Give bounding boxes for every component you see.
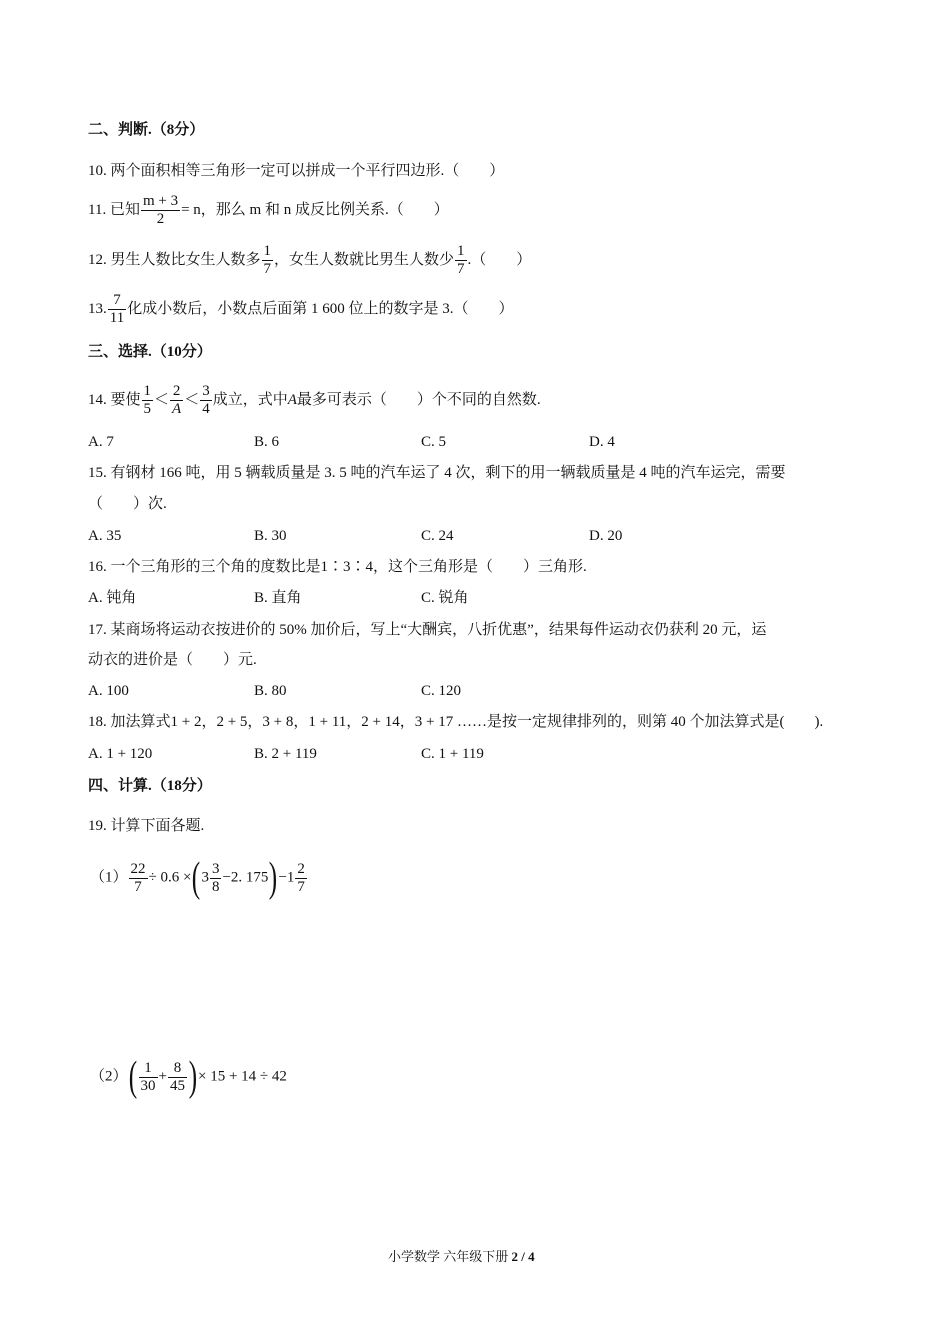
q14-f3d: 4 <box>202 401 210 417</box>
q11-prefix: 11. 已知 <box>88 201 140 218</box>
q15-option-b: B. 30 <box>254 528 287 544</box>
q13-den: 11 <box>109 310 125 326</box>
section-calc-title: 四、计算.（18分） <box>88 778 212 794</box>
q19-p2-f1n: 1 <box>139 1060 158 1078</box>
question-12 <box>88 243 531 278</box>
q19-p2-tail: × 15 + 14 ÷ 42 <box>197 1068 287 1085</box>
question-14 <box>88 383 541 418</box>
q19-p1-left-paren: ( <box>192 855 201 901</box>
q14-f1d: 5 <box>143 401 152 417</box>
q17-option-c: C. 120 <box>421 683 462 699</box>
section-judge-title: 二、判断.（8分） <box>88 122 205 138</box>
q14-suffix1: 成立，式中 <box>212 391 288 408</box>
question-15-line-1: 15. 有钢材 166 吨，用 5 辆载质量是 3. 5 吨的汽车运了 4 次，剩下的用一辆载质量是 4 吨的汽车运完，需要 <box>88 465 786 481</box>
q11-text: = n，那么 m 和 n 成反比例关系.（ ） <box>181 201 449 218</box>
q12-mid: ，女生人数就比男生人数少 <box>274 251 455 268</box>
q19-p1-minus: −2. 175 <box>222 869 269 886</box>
q19-p1-m1d: 8 <box>211 878 220 895</box>
q11-numerator: m + 3 <box>142 193 179 209</box>
question-15-line-2: （ ）次. <box>88 496 167 512</box>
q16-option-a: A. 钝角 <box>88 590 137 606</box>
q19-p2-f2n: 8 <box>168 1060 187 1078</box>
q15-option-a: A. 35 <box>88 528 122 544</box>
q19-p1-mixed-fraction <box>210 861 222 896</box>
question-11 <box>88 193 449 228</box>
q13-fraction <box>108 292 126 327</box>
q19-p1-op1: ÷ 0.6 × <box>148 869 192 886</box>
q14-option-a: A. 7 <box>88 434 114 450</box>
q12-prefix: 12. 男生人数比女生人数多 <box>88 251 261 268</box>
q19-p1-f1d: 7 <box>134 878 142 895</box>
q19-p1-m1n: 3 <box>211 860 220 877</box>
q16-option-b: B. 直角 <box>254 590 302 606</box>
q12-den1: 7 <box>263 261 272 277</box>
section-choice-title: 三、选择.（10分） <box>88 344 212 360</box>
q19-p2-f1d: 30 <box>140 1077 156 1094</box>
q17-option-b: B. 80 <box>254 683 287 699</box>
q14-var: A <box>287 391 297 408</box>
q15-option-d: D. 20 <box>589 528 623 544</box>
question-17-line-2: 动衣的进价是（ ）元. <box>88 652 257 668</box>
q14-option-b: B. 6 <box>254 434 280 450</box>
question-18: 18. 加法算式1 + 2，2 + 5，3 + 8，1 + 11，2 + 14，3 + 17 ……是按一定规律排列的，则第 40 个加法算式是( ). <box>88 714 824 730</box>
q14-lt1: ＜ <box>154 391 170 408</box>
question-17-line-1: 17. 某商场将运动衣按进价的 50% 加价后，写上“大酬宾，八折优惠”，结果每件运动衣仍获利 20 元，运 <box>88 622 767 638</box>
q17-option-a: A. 100 <box>88 683 129 699</box>
q14-f2d: A <box>172 401 182 417</box>
q19-p1-tail: −1 <box>278 869 295 886</box>
question-16: 16. 一个三角形的三个角的度数比是1∶3∶4，这个三角形是（ ）三角形. <box>88 559 587 575</box>
q11-fraction <box>141 193 180 228</box>
q14-prefix: 14. 要使 <box>88 391 141 408</box>
q14-f2n: 2 <box>170 383 183 401</box>
q14-lt2: ＜ <box>184 391 200 408</box>
q19-p2-label: （2） <box>90 1068 128 1085</box>
q12-num2: 1 <box>457 243 465 259</box>
question-13 <box>88 292 513 327</box>
q19-p1-fraction <box>129 861 148 896</box>
question-19-title: 19. 计算下面各题. <box>88 818 205 834</box>
q19-part-1 <box>90 856 308 900</box>
q16-option-c: C. 锐角 <box>421 590 469 606</box>
q12-den2: 7 <box>457 261 465 277</box>
q19-part-2 <box>90 1055 287 1099</box>
q12-num1: 1 <box>263 243 272 259</box>
q12-fraction-1 <box>262 243 274 278</box>
q19-p2-fraction-1 <box>139 1060 158 1095</box>
q19-p1-label: （1） <box>90 869 128 886</box>
q14-option-d: D. 4 <box>589 434 615 450</box>
q18-option-a: A. 1 + 120 <box>88 746 153 762</box>
q19-p2-left-paren: ( <box>128 1054 137 1100</box>
q13-suffix: 化成小数后，小数点后面第 1 600 位上的数字是 3.（ ） <box>127 300 514 317</box>
q14-fraction-1 <box>142 383 154 418</box>
q19-p1-mixed-fraction-2 <box>295 861 307 896</box>
q19-p1-right-paren: ) <box>269 855 278 901</box>
q19-p1-m2d: 7 <box>297 878 305 895</box>
q19-p2-plus: + <box>158 1068 167 1085</box>
q14-fraction-3 <box>200 383 212 418</box>
q18-option-c: C. 1 + 119 <box>421 746 484 762</box>
question-10: 10. 两个面积相等三角形一定可以拼成一个平行四边形.（ ） <box>88 163 505 179</box>
q14-f1n: 1 <box>143 383 152 399</box>
footer-text: 小学数学 六年级下册 <box>388 1249 509 1264</box>
q13-prefix: 13. <box>88 300 107 317</box>
q15-option-c: C. 24 <box>421 528 454 544</box>
q14-fraction-2 <box>170 383 183 418</box>
q19-p1-f1n: 22 <box>130 860 146 877</box>
q14-suffix2: 最多可表示（ ）个不同的自然数. <box>296 391 541 408</box>
page-footer <box>388 1247 535 1267</box>
q18-option-b: B. 2 + 119 <box>254 746 317 762</box>
q19-p2-f2d: 45 <box>169 1077 185 1094</box>
q14-f3n: 3 <box>202 383 210 399</box>
q14-option-c: C. 5 <box>421 434 447 450</box>
q11-denominator: 2 <box>156 211 165 227</box>
q19-p2-fraction-2 <box>168 1060 187 1095</box>
footer-page-number: 2 / 4 <box>511 1249 535 1264</box>
q19-p2-right-paren: ) <box>188 1054 198 1100</box>
q19-p1-m2n: 2 <box>297 860 305 877</box>
q13-num: 7 <box>108 292 126 310</box>
q19-p1-whole: 3 <box>201 869 209 886</box>
q12-fraction-2 <box>455 243 467 278</box>
q12-suffix: .（ ） <box>467 251 532 268</box>
